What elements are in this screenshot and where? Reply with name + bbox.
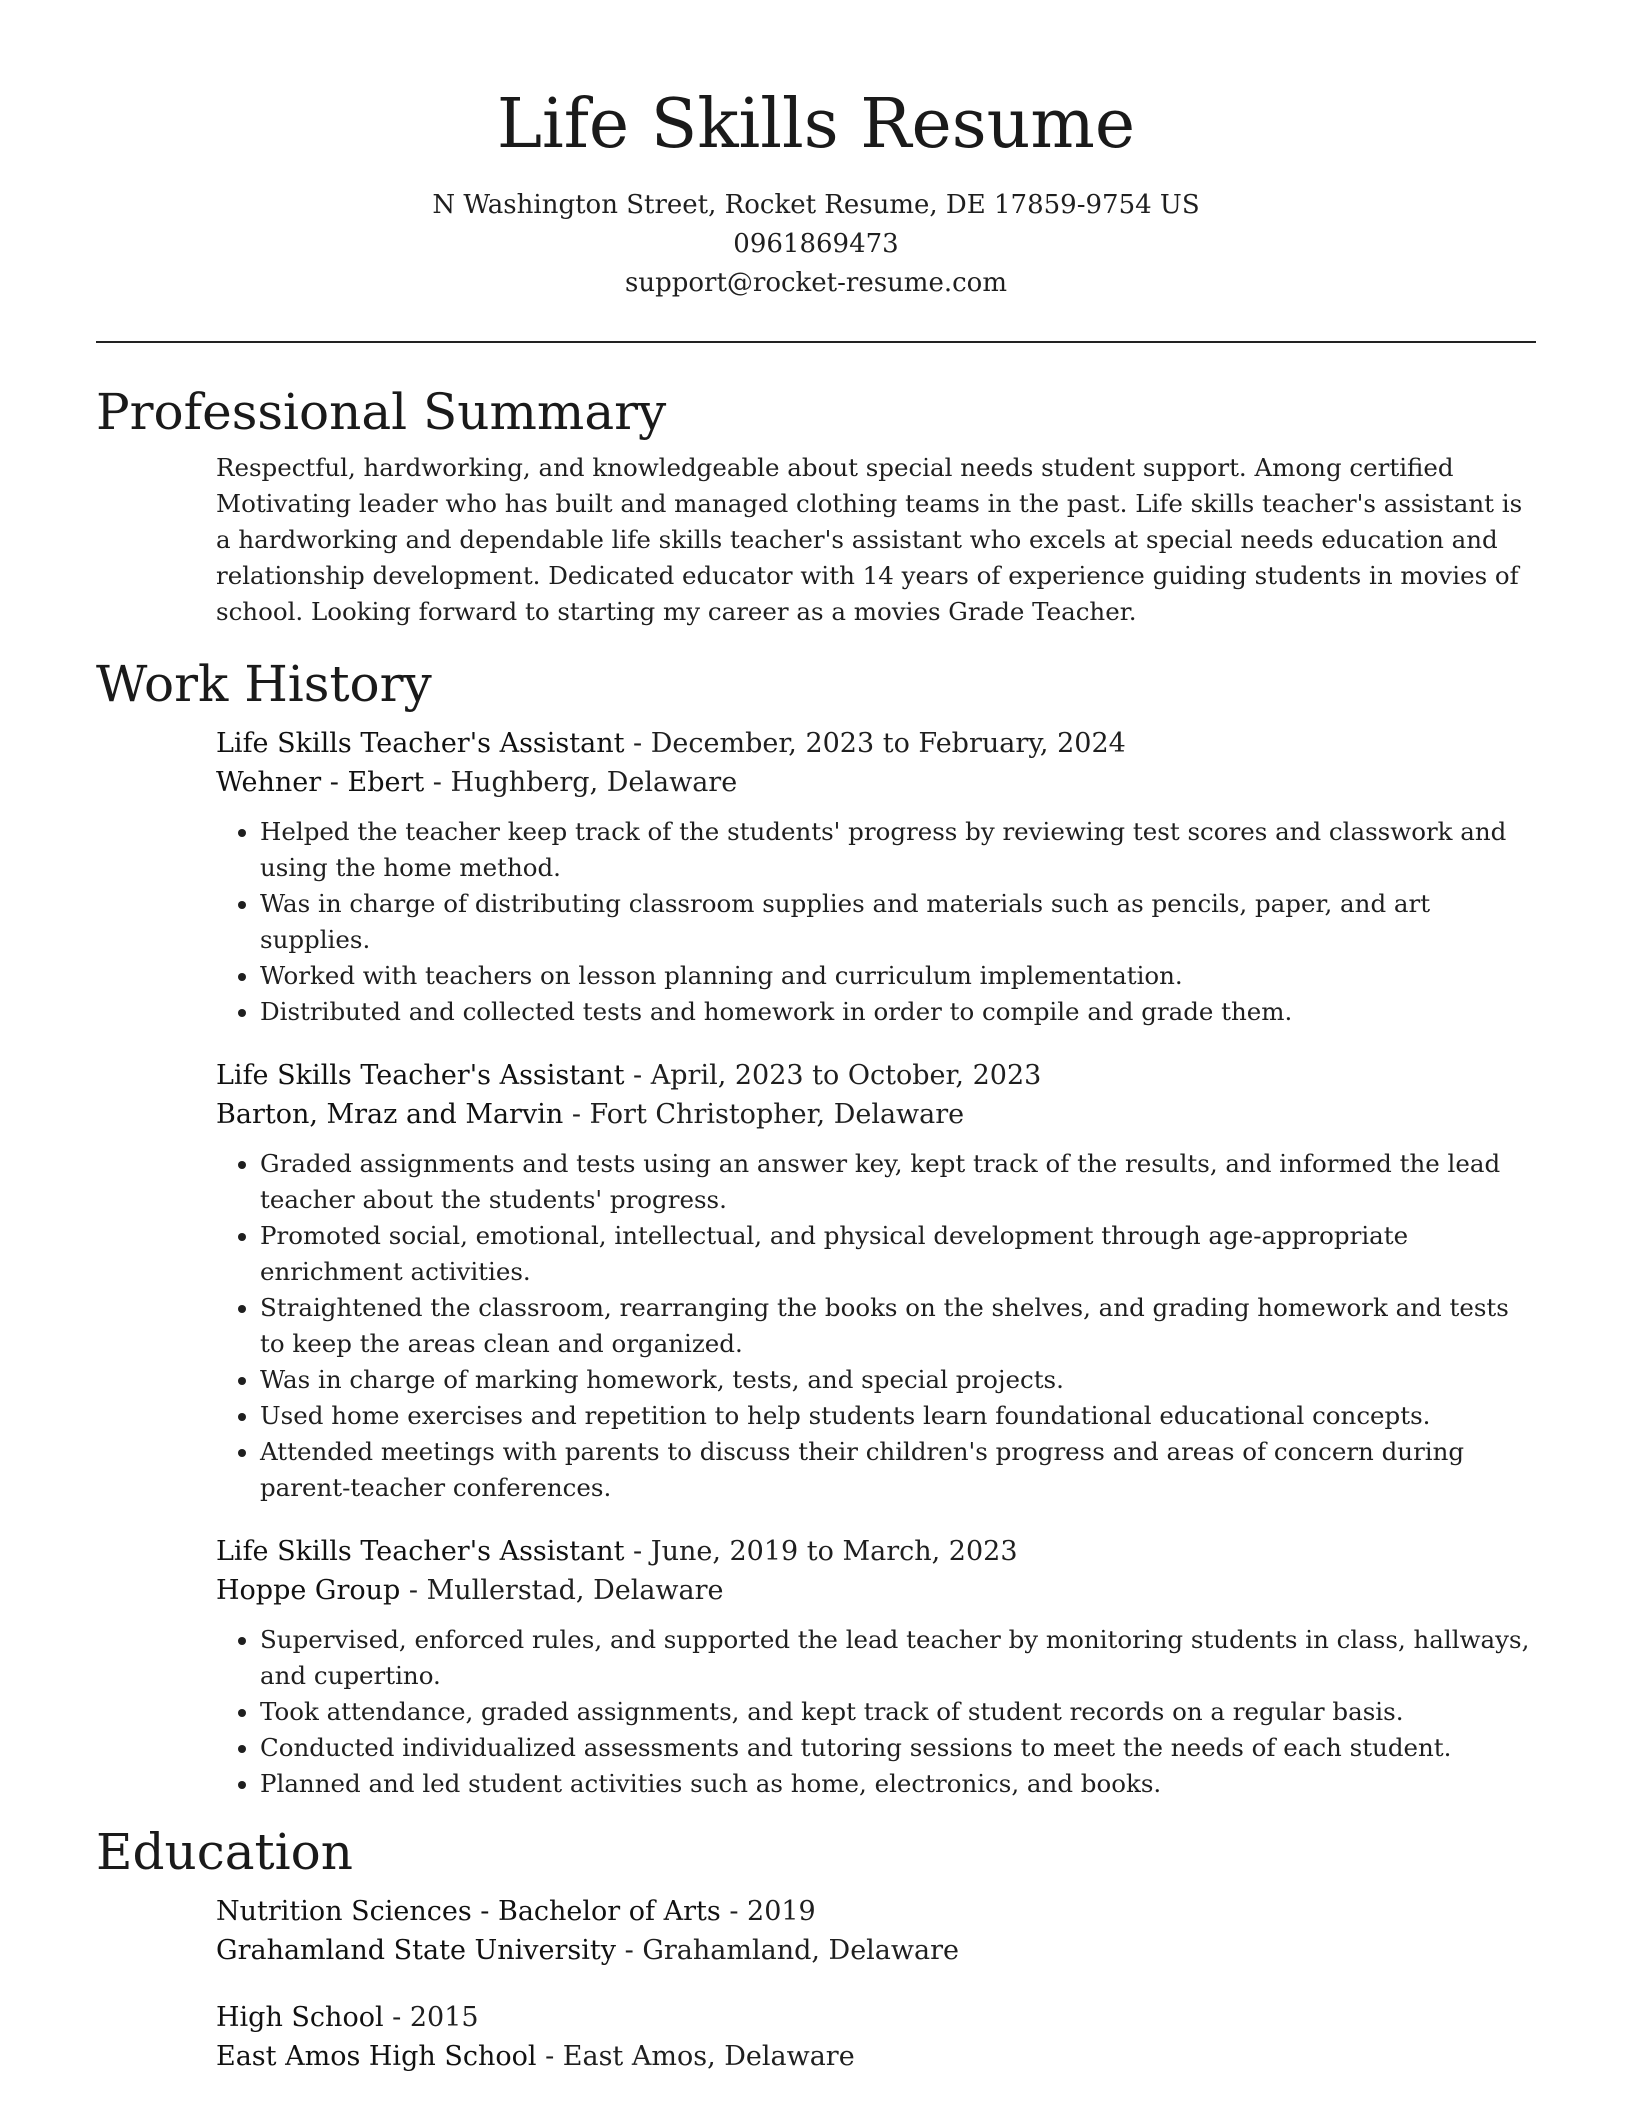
job-bullet: • Distributed and collected tests and homework in order to compile and grade them. (260, 994, 1536, 1030)
job-title-line (216, 1056, 1536, 1095)
summary-section (96, 380, 1536, 630)
education-location: - Grahamland, Delaware (616, 1935, 960, 1966)
job-bullet: • Planned and led student activities such as home, electronics, and books. (260, 1766, 1536, 1802)
job-title: Life Skills Teacher's Assistant (216, 728, 625, 759)
education-section (96, 1820, 1536, 2076)
job-bullet: • Promoted social, emotional, intellectual, and physical development through age-appropriate enrichment activities. (260, 1218, 1536, 1290)
job-bullet: • Attended meetings with parents to discuss their children's progress and areas of concern during parent-teacher conferences. (260, 1434, 1536, 1506)
job-dates: - June, 2019 to March, 2023 (624, 1536, 1018, 1567)
education-school: Grahamland State University (216, 1935, 617, 1966)
work-history-heading: Work History (96, 655, 432, 713)
education-heading: Education (96, 1823, 353, 1881)
job-company: Hoppe Group (216, 1575, 401, 1606)
education-year: - 2015 (383, 2002, 479, 2033)
job-bullet: • Supervised, enforced rules, and supported the lead teacher by monitoring students in class, hallways, and cupertino. (260, 1622, 1536, 1694)
education-degree-line (216, 1998, 1536, 2037)
job-title: Life Skills Teacher's Assistant (216, 1060, 625, 1091)
education-entry (216, 1892, 1536, 1970)
contact-phone: 0961869473 (733, 229, 899, 259)
work-history-section (96, 652, 1536, 1802)
education-degree-line (216, 1892, 1536, 1931)
job-location: - Mullerstad, Delaware (400, 1575, 724, 1606)
job-bullet: • Graded assignments and tests using an answer key, kept track of the results, and informed the lead teacher about the students' progress. (260, 1146, 1536, 1218)
job-company-line (216, 1571, 1536, 1610)
job-bullet: • Straightened the classroom, rearranging the books on the shelves, and grading homework and tests to keep the areas clean and organized. (260, 1290, 1536, 1362)
education-school-line (216, 1931, 1536, 1970)
contact-email: support@rocket-resume.com (624, 268, 1007, 298)
job-entry (216, 724, 1536, 1030)
resume-header (0, 80, 1632, 303)
job-location: - Fort Christopher, Delaware (563, 1099, 965, 1130)
job-bullets (216, 1146, 1536, 1506)
job-bullet: • Used home exercises and repetition to help students learn foundational educational concepts. (260, 1398, 1536, 1434)
summary-text: Respectful, hardworking, and knowledgeable about special needs student support. Among certified Motivating leader who has built and managed clothing teams in the past. Life skills teacher's assistant is a hardworking and dependable life skills teacher's assistant who excels at special needs education and relationship development. Dedicated educator with 14 years of experience guiding students in movies of school. Looking forward to starting my career as a movies Grade Teacher. (216, 453, 1523, 626)
resume-name: Life Skills Resume (496, 85, 1136, 164)
education-school: East Amos High School (216, 2041, 537, 2072)
job-bullet: • Helped the teacher keep track of the students' progress by reviewing test scores and classwork and using the home method. (260, 814, 1536, 886)
job-location: - Hughberg, Delaware (424, 767, 738, 798)
education-degree: High School (216, 2002, 384, 2033)
education-year: - 2019 (720, 1896, 816, 1927)
job-company-line (216, 763, 1536, 802)
job-bullet: • Was in charge of distributing classroom supplies and materials such as pencils, paper, and art supplies. (260, 886, 1536, 958)
education-degree: Nutrition Sciences - Bachelor of Arts (216, 1896, 721, 1927)
education-school-line (216, 2037, 1536, 2076)
summary-heading: Professional Summary (96, 383, 667, 441)
job-bullet: • Worked with teachers on lesson planning and curriculum implementation. (260, 958, 1536, 994)
header-divider (96, 341, 1536, 343)
job-title-line (216, 724, 1536, 763)
job-company: Wehner - Ebert (216, 767, 425, 798)
job-bullets (216, 814, 1536, 1030)
job-bullet: • Conducted individualized assessments and tutoring sessions to meet the needs of each student. (260, 1730, 1536, 1766)
job-dates: - December, 2023 to February, 2024 (624, 728, 1126, 759)
job-company: Barton, Mraz and Marvin (216, 1099, 564, 1130)
resume-content (96, 380, 1536, 2090)
job-entry (216, 1532, 1536, 1802)
contact-block (0, 186, 1632, 303)
job-dates: - April, 2023 to October, 2023 (624, 1060, 1042, 1091)
contact-address: N Washington Street, Rocket Resume, DE 17859-9754 US (432, 190, 1200, 220)
job-bullet: • Took attendance, graded assignments, and kept track of student records on a regular basis. (260, 1694, 1536, 1730)
job-bullets (216, 1622, 1536, 1802)
job-company-line (216, 1095, 1536, 1134)
job-entry (216, 1056, 1536, 1506)
job-title: Life Skills Teacher's Assistant (216, 1536, 625, 1567)
education-entry (216, 1998, 1536, 2076)
job-title-line (216, 1532, 1536, 1571)
education-location: - East Amos, Delaware (536, 2041, 855, 2072)
job-bullet: • Was in charge of marking homework, tests, and special projects. (260, 1362, 1536, 1398)
